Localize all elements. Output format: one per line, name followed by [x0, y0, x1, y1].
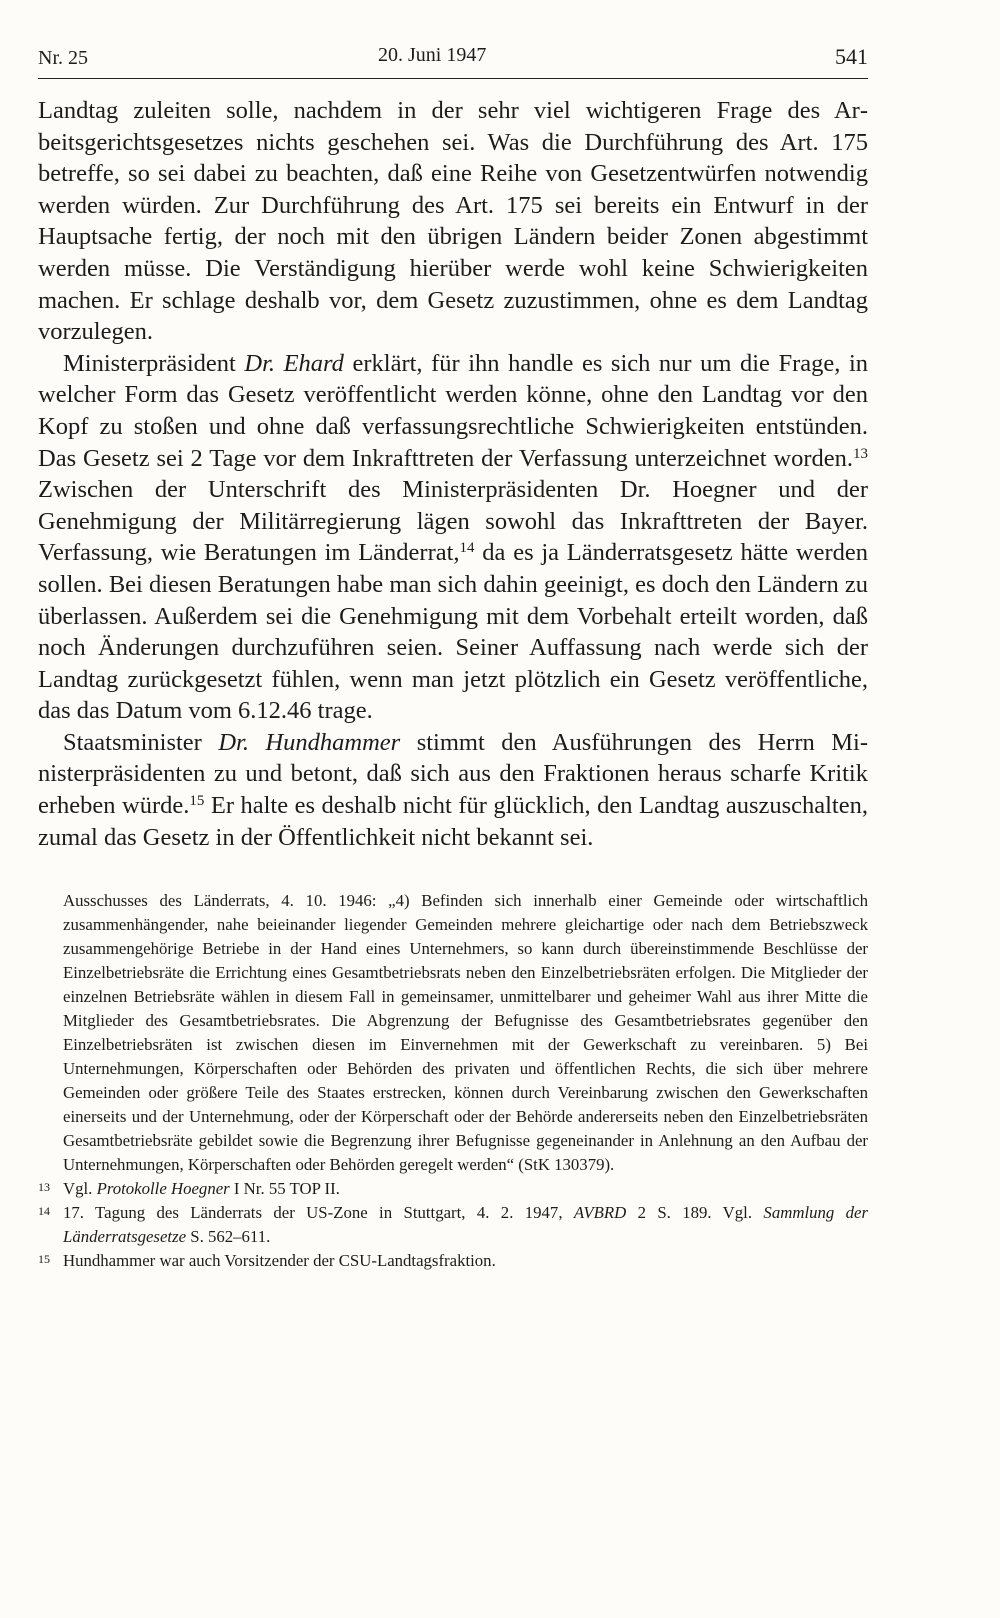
- paragraph-2-text-a: erklärt, für ihn handle es sich nur um die Frage, in welcher Form das Gesetz veröffentlicht werden könne, ohne den Landtag vor den Kopf zu stoßen und ohne daß verfassungsrechtliche Schwierigkeiten entstünden. Das Gesetz sei 2 Tage vor dem Inkrafttreten der Verfassung unterzeichnet worden.: [38, 349, 869, 472]
- main-text: [38, 95, 868, 853]
- speaker-title: Dr.: [244, 349, 276, 377]
- paragraph-3: [38, 727, 868, 853]
- footnote-13: [38, 1177, 868, 1201]
- paragraph-1: Landtag zuleiten solle, nachdem in der sehr viel wichtigeren Frage des Arbeitsgerichtsgesetzes nichts geschehen sei. Was die Durchführung des Art. 175 betreffe, so sei dabei zu beachten, daß eine Reihe von Gesetzentwürfen notwendig werden würden. Zur Durchführung des Art. 175 sei bereits ein Entwurf in der Hauptsache fertig, der noch mit den übrigen Ländern beider Zonen abgestimmt werden müsse. Die Verständigung hierüber werde wohl keine Schwierigkeiten machen. Er schlage deshalb vor, dem Gesetz zuzustimmen, ohne es dem Landtag vorzulegen.: [38, 97, 868, 346]
- footnote-text: Vgl. Protokolle Hoegner I Nr. 55 TOP II.: [63, 1179, 340, 1199]
- speaker-title: Dr.: [218, 728, 249, 756]
- paragraph-2: [38, 348, 868, 727]
- paragraph-2-text-c: da es ja Länderratsgesetz hätte werden sollen. Bei diesen Beratungen habe man sich dahin geeinigt, es doch den Ländern zu überlassen. Außerdem sei die Genehmigung mit dem Vorbehalt erteilt worden, daß noch Änderungen durchzuführen seien. Seiner Auffassung nach werde sich der Landtag zurückgesetzt fühlen, wenn man jetzt plötzlich ein Gesetz veröffentliche, das das Datum vom 6.12.46 trage.: [38, 539, 869, 725]
- footnote-number: 13: [38, 1180, 50, 1195]
- page-number: 541: [835, 44, 868, 69]
- footnote-number: 15: [38, 1252, 50, 1267]
- footnote-text: Hundhammer war auch Vorsitzender der CSU-Landtagsfraktion.: [63, 1251, 496, 1271]
- footnote-text: 17. Tagung des Länderrats der US-Zone in Stuttgart, 4. 2. 1947, AVBRD 2 S. 189. Vgl. Sammlung der Länderratsgesetze S. 562–611.: [63, 1203, 869, 1247]
- running-header: [38, 44, 868, 79]
- speaker-name: Ehard: [283, 349, 344, 377]
- paragraph-3-text-a: stimmt den Ausführungen des Herrn Ministerpräsidenten zu und betont, daß sich aus den Fraktionen heraus scharfe Kritik erheben würde.: [38, 728, 868, 820]
- footnote-number: 14: [38, 1204, 50, 1219]
- footnotes: [38, 889, 868, 1273]
- footnote-15: [38, 1249, 868, 1273]
- issue-number: Nr. 25: [38, 47, 88, 69]
- footnote-ref-15: 15: [189, 793, 205, 810]
- paragraph-2-text-b: Zwischen der Unterschrift des Ministerpräsidenten Dr. Hoegner und der Genehmigung der Militärregierung lägen sowohl das Inkrafttreten der Bayer. Verfassung, wie Beratungen im Länderrat,: [38, 476, 868, 567]
- footnote-14: [38, 1201, 868, 1249]
- paragraph-3-text-b: Er halte es deshalb nicht für glücklich, den Landtag auszuschalten, zumal das Gesetz in der Öffentlichkeit nicht bekannt sei.: [38, 792, 868, 851]
- footnote-continuation: Ausschusses des Länderrats, 4. 10. 1946: „4) Befinden sich innerhalb einer Gemeinde oder wirtschaftlich zusammenhängender, nahe beieinander liegender Gemeinden mehrere gleichartige oder nach dem Betriebszweck zusammengehörige Betriebe in der Hand eines Unternehmers, so kann durch übereinstimmende Beschlüsse der Einzelbetriebsräte die Errichtung eines Gesamtbetriebsrats neben den Einzelbetriebsräten erfolgen. Die Mitglieder der einzelnen Betriebsräte wählen in diesem Fall in gemeinsamer, unmittelbarer und geheimer Wahl aus ihrer Mitte die Mitglieder des Gesamtbetriebsrates. Die Abgrenzung der Befugnisse des Gesamtbetriebsrates gegenüber den Einzelbetriebsräten ist zwischen diesen im Einvernehmen mit der Gewerkschaft zu vereinbaren. 5) Bei Unternehmungen, Körperschaften oder Behörden des privaten und öffentlichen Rechts, die sich über mehrere Gemeinden oder größere Teile des Staates erstrecken, können durch Vereinbarung zwischen den Gewerkschaften einerseits und der Unternehmung, oder der Körperschaft oder der Behörde andererseits neben den Einzelbetriebsräten Gesamtbetriebsräte gebildet sowie die Begrenzung ihrer Befugnisse gegeneinander in Anlehnung an den Aufbau der Unternehmungen, Körperschaften oder Behörden geregelt werden“ (StK 130379).: [63, 891, 868, 1175]
- footnote-ref-14: 14: [459, 540, 475, 557]
- footnote-ref-13: 13: [853, 445, 868, 462]
- speaker-name: Hundhammer: [265, 728, 401, 756]
- speaker-role: Staatsminister: [63, 728, 219, 756]
- header-date: 20. Juni 1947: [378, 44, 487, 66]
- speaker-role: Ministerpräsident: [63, 349, 245, 377]
- document-page: [38, 44, 868, 1273]
